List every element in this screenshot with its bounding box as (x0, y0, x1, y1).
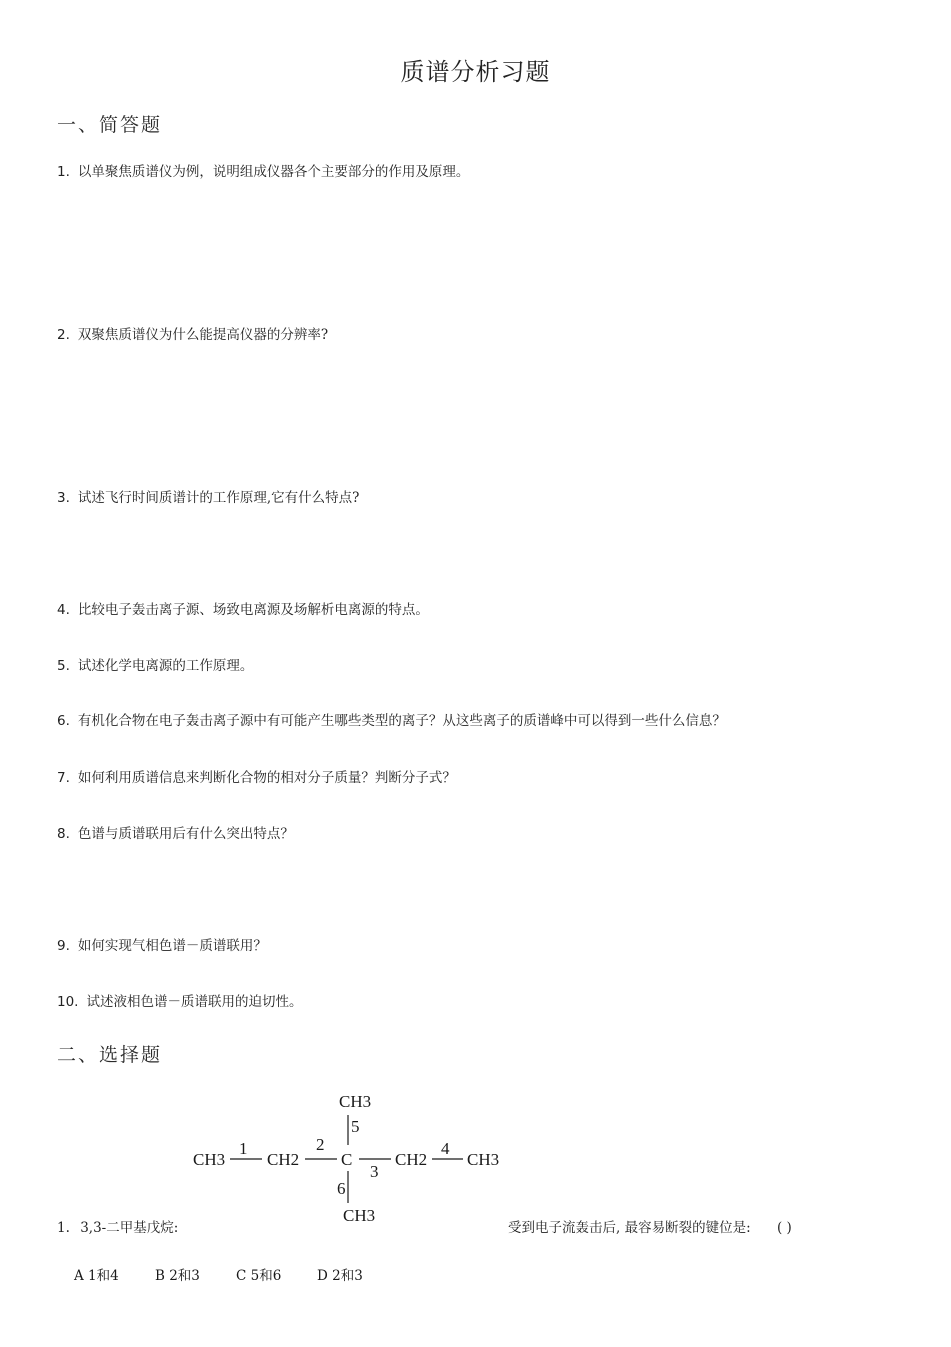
section-heading-short-answer: 一、简答题 (57, 114, 163, 136)
mc-question-1 (57, 1216, 178, 1236)
choice-d: D 2和3 (317, 1268, 363, 1284)
question-number: 7. (57, 770, 70, 786)
group-c-center: C (341, 1150, 353, 1169)
bond-label-4: 4 (441, 1139, 450, 1158)
group-ch3-left: CH3 (193, 1150, 226, 1169)
question-text: 如何实现气相色谱－质谱联用？ (77, 938, 267, 954)
question-4 (57, 598, 429, 618)
question-text: 有机化合物在电子轰击离子源中有可能产生哪些类型的离子？从这些离子的质谱峰中可以得到一些什么信息？ (77, 713, 726, 729)
question-10 (57, 990, 302, 1010)
answer-blank: ( ) (776, 1220, 792, 1236)
question-number: 1. (57, 1220, 70, 1236)
question-text: 色谱与质谱联用后有什么突出特点？ (77, 826, 294, 842)
question-1 (57, 160, 469, 180)
question-7 (57, 766, 456, 786)
bond-label-2: 2 (316, 1135, 325, 1154)
group-ch3-top: CH3 (339, 1092, 372, 1111)
question-8 (57, 822, 294, 842)
question-number: 3. (57, 490, 70, 506)
question-number: 8. (57, 826, 70, 842)
mc-question-1-stem (508, 1216, 792, 1236)
choice-b: B 2和3 (155, 1268, 200, 1284)
group-ch3-bottom: CH3 (343, 1206, 376, 1225)
section-heading-multiple-choice: 二、选择题 (57, 1044, 163, 1066)
group-ch2-right: CH2 (395, 1150, 428, 1169)
question-3 (57, 486, 359, 506)
question-text: 如何利用质谱信息来判断化合物的相对分子质量？判断分子式？ (77, 770, 456, 786)
bond-label-5: 5 (351, 1117, 360, 1136)
bond-label-1: 1 (239, 1139, 248, 1158)
group-ch3-right: CH3 (467, 1150, 500, 1169)
question-number: 5. (57, 658, 70, 674)
question-number: 2. (57, 327, 70, 343)
question-5 (57, 654, 253, 674)
question-number: 6. (57, 713, 70, 729)
group-ch2-left: CH2 (267, 1150, 300, 1169)
compound-name: 3,3-二甲基戊烷: (80, 1220, 179, 1236)
bond-label-6: 6 (337, 1179, 346, 1198)
bond-label-3: 3 (370, 1162, 379, 1181)
question-number: 1. (57, 164, 70, 180)
question-text: 试述飞行时间质谱计的工作原理,它有什么特点? (77, 490, 360, 506)
question-number: 10. (57, 994, 79, 1010)
question-text: 试述液相色谱－质谱联用的迫切性。 (86, 994, 303, 1010)
question-text: 受到电子流轰击后, 最容易断裂的键位是: (508, 1220, 751, 1236)
structure-diagram (0, 1088, 951, 1228)
question-9 (57, 934, 267, 954)
question-text: 以单聚焦质谱仪为例，说明组成仪器各个主要部分的作用及原理。 (77, 164, 470, 180)
choice-c: C 5和6 (236, 1268, 282, 1284)
question-text: 试述化学电离源的工作原理。 (77, 658, 254, 674)
page-title: 质谱分析习题 (400, 58, 551, 86)
question-2 (57, 323, 328, 343)
question-6 (57, 709, 726, 729)
question-number: 4. (57, 602, 70, 618)
question-text: 双聚焦质谱仪为什么能提高仪器的分辨率? (77, 327, 329, 343)
question-number: 9. (57, 938, 70, 954)
choice-a: A 1和4 (74, 1268, 119, 1284)
question-text: 比较电子轰击离子源、场致电离源及场解析电离源的特点。 (77, 602, 429, 618)
